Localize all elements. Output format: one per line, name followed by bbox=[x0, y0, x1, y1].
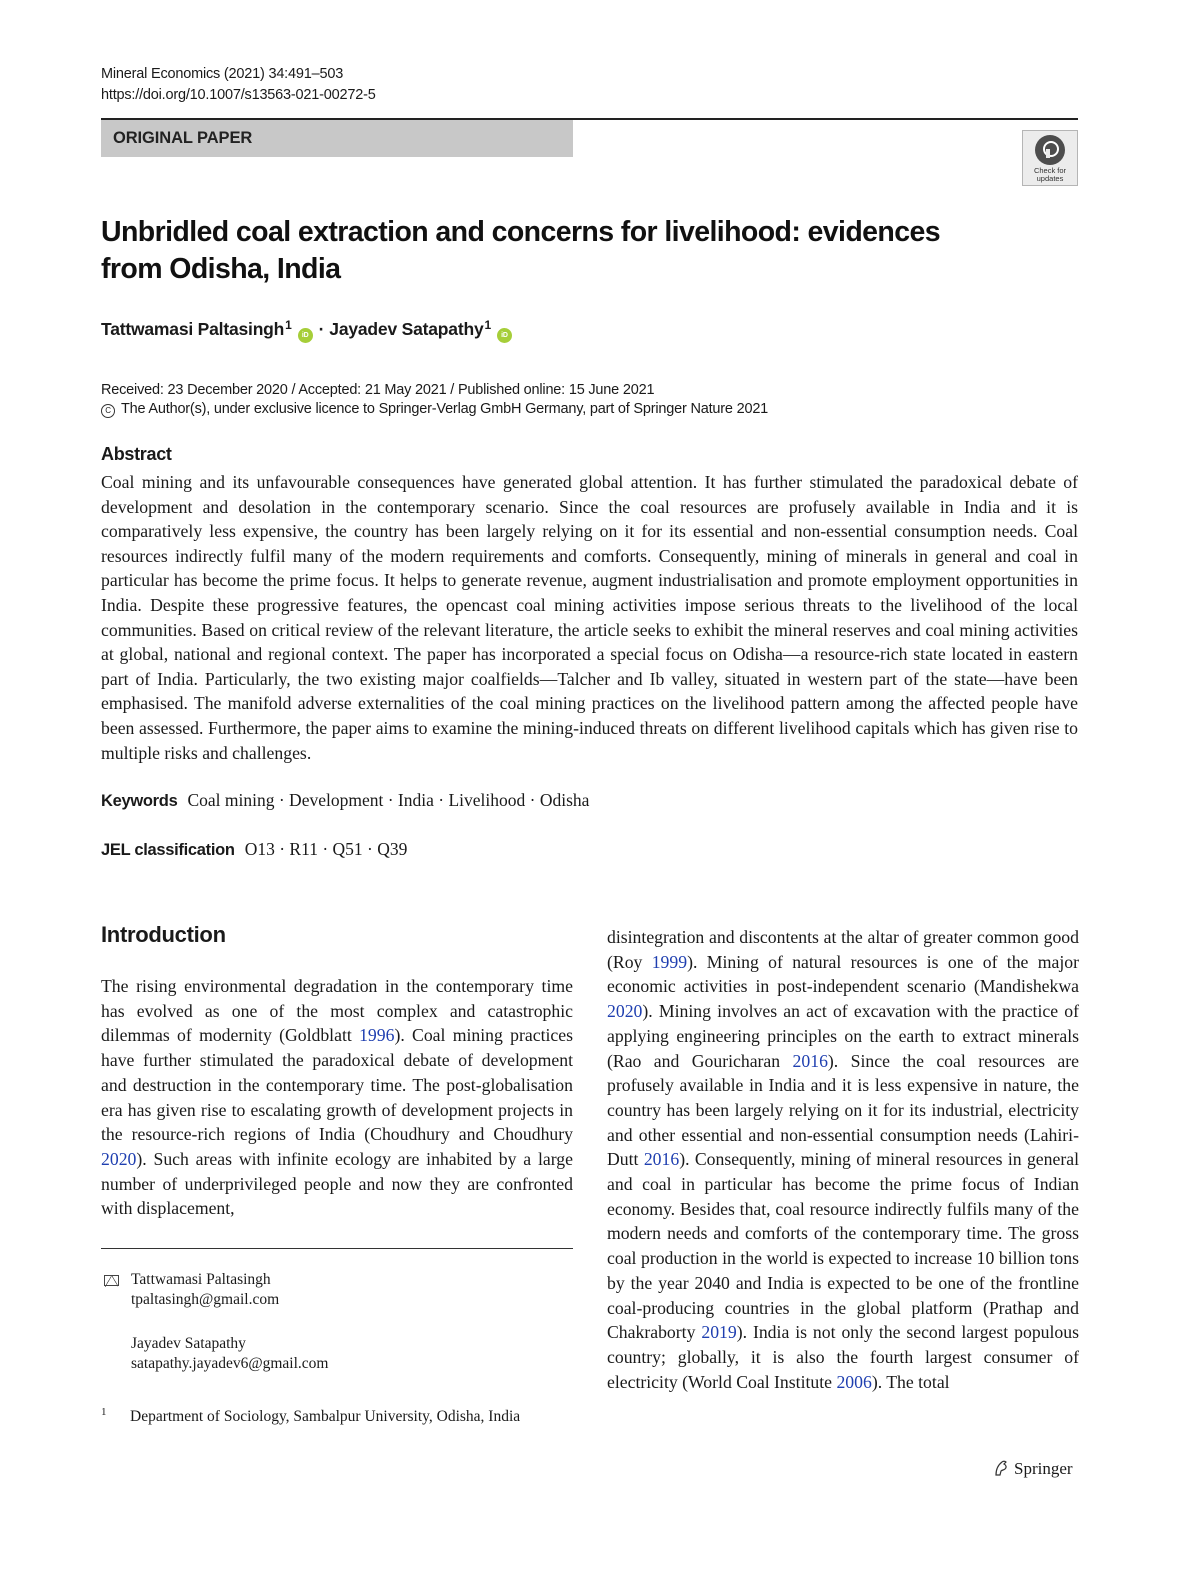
publisher-logo bbox=[992, 1459, 1073, 1479]
publisher-name: Springer bbox=[1014, 1459, 1073, 1478]
copyright-text: The Author(s), under exclusive licence to Springer-Verlag GmbH Germany, part of Springer Nature 2021 bbox=[121, 401, 769, 417]
jel-line bbox=[101, 839, 407, 860]
abstract-heading: Abstract bbox=[101, 444, 172, 464]
affiliation-number: 1 bbox=[101, 1406, 107, 1418]
corresponding-author bbox=[131, 1270, 279, 1310]
keywords-line bbox=[101, 790, 589, 811]
jel-label: JEL classification bbox=[101, 841, 235, 859]
corresponding-author-name: Tattwamasi Paltasingh bbox=[131, 1271, 271, 1288]
citation-link[interactable]: 2020 bbox=[101, 1148, 137, 1169]
article-type-bar bbox=[101, 120, 573, 157]
springer-horse-icon bbox=[992, 1459, 1010, 1477]
introduction-left-column: The rising environmental degradation in the contemporary time has evolved as one of the most complex and catastrophic dilemmas of modernity (Goldblatt 1996). Coal mining practices have further stimulated the paradoxical debate of development and destruction in the contemporary time. The post-globalisation era has given rise to escalating growth of development projects in the resource-rich regions of India (Choudhury and Choudhury 2020). Such areas with infinite ecology are inhabited by a large number of underprivileged people and now they are confronted with displacement, bbox=[101, 976, 573, 1219]
introduction-heading: Introduction bbox=[101, 922, 226, 947]
journal-header bbox=[101, 64, 376, 106]
abstract-text: Coal mining and its unfavourable consequences have generated global attention. It has further stimulated the paradoxical debate of development and desolation in the contemporary scenario. Since the coal resources are profusely available in India and it is comparatively less expensive, the country has been largely relying on it for its essential and non-essential consumption needs. Coal resources indirectly fulfil many of the modern requirements and comforts. Consequently, mining of minerals in general and coal in particular has become the prime focus. It helps to generate revenue, augment industrialisation and promote employment opportunities in India. Despite these progressive features, the opencast coal mining activities impose serious threats to the livelihood of the local communities. Based on critical review of the relevant literature, the article seeks to exhibit the mineral reserves and coal mining activities at global, national and regional context. The paper has incorporated a special focus on Odisha—a resource-rich state located in eastern part of India. Particularly, the two existing major coalfields—Talcher and Ib valley, situated in western part of the state—have been emphasised. The manifold adverse externalities of the coal mining practices on the livelihood pattern among the affected people have been assessed. Furthermore, the paper aims to examine the mining-induced threats on different livelihood capitals which has given rise to multiple risks and challenges. bbox=[101, 472, 1078, 763]
copyright-icon: C bbox=[101, 404, 115, 418]
author-list bbox=[101, 318, 516, 343]
second-author-email[interactable]: satapathy.jayadev6@gmail.com bbox=[131, 1355, 329, 1372]
second-author bbox=[131, 1334, 328, 1374]
received-accepted-published: Received: 23 December 2020 / Accepted: 21 May 2021 / Published online: 15 June 2021 bbox=[101, 382, 655, 398]
author-affiliation-mark: 1 bbox=[484, 318, 491, 332]
citation-link[interactable]: 2016 bbox=[792, 1050, 828, 1071]
copyright-line bbox=[101, 400, 768, 419]
author-name[interactable]: Tattwamasi Paltasingh bbox=[101, 319, 285, 339]
second-author-name: Jayadev Satapathy bbox=[131, 1335, 246, 1352]
author-separator: · bbox=[318, 319, 325, 339]
orcid-icon[interactable]: iD bbox=[298, 328, 313, 343]
citation-link[interactable]: 2020 bbox=[607, 1001, 643, 1022]
jel-codes: O13 · R11 · Q51 · Q39 bbox=[244, 839, 408, 859]
citation-link[interactable]: 2016 bbox=[643, 1149, 680, 1170]
check-updates-line2: updates bbox=[1036, 174, 1064, 183]
check-for-updates-button[interactable] bbox=[1022, 130, 1078, 186]
keywords-label: Keywords bbox=[101, 792, 178, 810]
citation-link[interactable]: 1996 bbox=[359, 1025, 395, 1046]
paper-title-line2: from Odisha, India bbox=[101, 253, 341, 285]
citation-link[interactable]: 1999 bbox=[651, 951, 688, 972]
citation-link[interactable]: 2019 bbox=[701, 1322, 737, 1343]
publication-dates bbox=[101, 381, 768, 419]
citation-link[interactable]: 2006 bbox=[836, 1371, 872, 1392]
corresponding-author-email[interactable]: tpaltasingh@gmail.com bbox=[131, 1291, 280, 1308]
doi-link[interactable]: https://doi.org/10.1007/s13563-021-00272-5 bbox=[101, 87, 376, 103]
paper-title bbox=[101, 214, 1001, 288]
envelope-icon bbox=[104, 1275, 119, 1286]
author-affiliation-mark: 1 bbox=[285, 318, 292, 332]
affiliation-text: Department of Sociology, Sambalpur University, Odisha, India bbox=[130, 1408, 521, 1425]
check-updates-line1: Check for bbox=[1033, 166, 1067, 175]
introduction-right-column: disintegration and discontents at the altar of greater common good (Roy 1999). Mining of natural resources is one of the major economic activities in post-independent scenario (Mandishekwa 2020). Mining involves an act of excavation with the practice of applying engineering principles on the earth to extract minerals (Rao and Gouricharan 2016). Since the coal resources are profusely available in India and it is less expensive in nature, the country has been largely relying on it for its industrial, electricity and other essential and non-essential consumption needs (Lahiri-Dutt 2016). Consequently, mining of mineral resources in general and coal in particular has become the prime focus of Indian economy. Besides that, coal resource indirectly fulfils many of the modern needs and comforts of the contemporary time. The gross coal production in the world is expected to increase 10 billion tons by the year 2040 and India is expected to be one of the frontline coal-producing countries in the global platform (Prathap and Chakraborty 2019). India is not only the second largest populous country; globally, it is also the fourth largest consumer of electricity (World Coal Institute 2006). The total bbox=[607, 927, 1079, 1392]
article-type-label: ORIGINAL PAPER bbox=[113, 129, 253, 147]
keywords-list: Coal mining · Development · India · Livelihood · Odisha bbox=[187, 790, 590, 810]
paper-title-line1: Unbridled coal extraction and concerns for livelihood: evidences bbox=[101, 216, 940, 248]
footnote-rule bbox=[101, 1248, 573, 1249]
journal-citation: Mineral Economics (2021) 34:491–503 bbox=[101, 66, 344, 82]
orcid-icon[interactable]: iD bbox=[497, 328, 512, 343]
author-name[interactable]: Jayadev Satapathy bbox=[329, 319, 484, 339]
check-updates-icon bbox=[1035, 135, 1065, 165]
